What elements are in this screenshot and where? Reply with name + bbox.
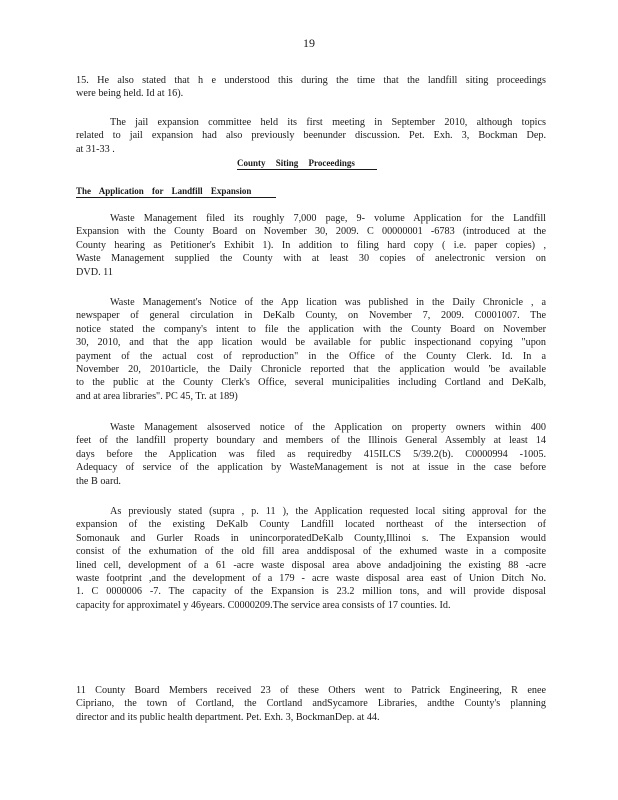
section-heading-county-siting-proceedings: County Siting Proceedings: [237, 158, 377, 170]
text-line: feet of the landfill property boundary and members of the Illinois General Assembly at least 14: [76, 435, 546, 447]
text-line: Somonauk and Gurler Roads in unincorporatedDeKalb County,Illinoi s. The Expansion would: [76, 532, 546, 544]
text-line: related to jail expansion had also previously beenunder discussion. Pet. Exh. 3, Bockman Dep.: [76, 130, 546, 142]
page-number: 19: [303, 36, 315, 50]
subsection-heading-application: The Application for Landfill Expansion: [76, 186, 276, 198]
text-line: days before the Application was filed as requiredby 415ILCS 5/39.2(b). C0000994 -1005.: [76, 448, 546, 460]
text-line: to the public at the County Clerk's Office, several municipalities including Cortland and DeKalb,: [76, 377, 546, 389]
text-line: capacity for approximatel y 46years. C0000209.The service area consists of 17 counties. Id.: [76, 599, 451, 611]
text-line: notice stated the company's intent to file the application with the County Board on November: [76, 323, 546, 335]
text-line: lined cell, development of a 61 -acre waste disposal area above andadjoining the existing 88 -acre: [76, 559, 546, 571]
text-line: at 31-33 .: [76, 143, 115, 155]
paragraph-jail-expansion: [76, 116, 546, 156]
paragraph-notice-publication: [76, 296, 546, 403]
text-line: payment of the actual cost of reproduction" in the Office of the County Clerk. Id. In a: [76, 350, 546, 362]
text-line: Adequacy of service of the application by WasteManagement is not at issue in the case before: [76, 462, 546, 474]
text-line: As previously stated (supra , p. 11 ), the Application requested local siting approval for the: [110, 506, 546, 517]
text-line: Cipriano, the town of Cortland, the Cortland andSycamore Libraries, andthe County's planning: [76, 698, 546, 710]
text-line: 11 County Board Members received 23 of these Others went to Patrick Engineering, R enee: [76, 685, 546, 696]
text-line: County hearing as Petitioner's Exhibit 1). In addition to filing hard copy ( i.e. paper copies) ,: [76, 239, 546, 251]
text-line: The jail expansion committee held its first meeting in September 2010, although topics: [110, 117, 546, 128]
text-line: DVD. 11: [76, 266, 113, 278]
text-line: Waste Management alsoserved notice of the Application on property owners within 400: [110, 422, 546, 433]
text-line: 15. He also stated that h e understood this during the time that the landfill siting proceedings: [76, 75, 546, 86]
text-line: 1. C 0000006 -7. The capacity of the Expansion is 23.2 million tons, and will provide disposal: [76, 586, 546, 598]
text-line: the B oard.: [76, 475, 121, 487]
paragraph-notice-service: [76, 421, 546, 488]
text-line: expansion of the existing DeKalb County Landfill located northeast of the intersection of: [76, 519, 546, 531]
text-line: director and its public health department. Pet. Exh. 3, BockmanDep. at 44.: [76, 711, 380, 723]
text-line: 30, 2010, and that the app lication would be available for public inspectionand copying "upon: [76, 337, 546, 349]
text-line: Waste Management supplied the County with at least 30 copies of anelectronic version on: [76, 253, 546, 265]
text-line: Waste Management's Notice of the App lication was published in the Daily Chronicle , a: [110, 297, 546, 308]
text-line: Waste Management filed its roughly 7,000 page, 9- volume Application for the Landfill: [110, 213, 546, 224]
paragraph-siting-approval: [76, 505, 546, 612]
paragraph-application-filing: [76, 212, 546, 279]
text-line: newspaper of general circulation in DeKalb County, on November 7, 2009. C0001007. The: [76, 310, 546, 322]
text-line: Expansion with the County Board on November 30, 2009. C 00000001 -6783 (introduced at the: [76, 226, 546, 238]
text-line: were being held. Id at 16).: [76, 88, 184, 100]
paragraph-continuation: [76, 74, 546, 101]
text-line: waste footprint ,and the development of a 179 - acre waste disposal area east of Union Ditch No.: [76, 573, 546, 585]
text-line: and at area libraries". PC 45, Tr. at 189): [76, 390, 238, 402]
text-line: consist of the exhumation of the old fill area anddisposal of the exhumed waste in a composite: [76, 546, 546, 558]
text-line: November 20, 2010article, the Daily Chronicle reported that the application would 'be available: [76, 364, 546, 376]
footnote-11: [76, 684, 546, 724]
